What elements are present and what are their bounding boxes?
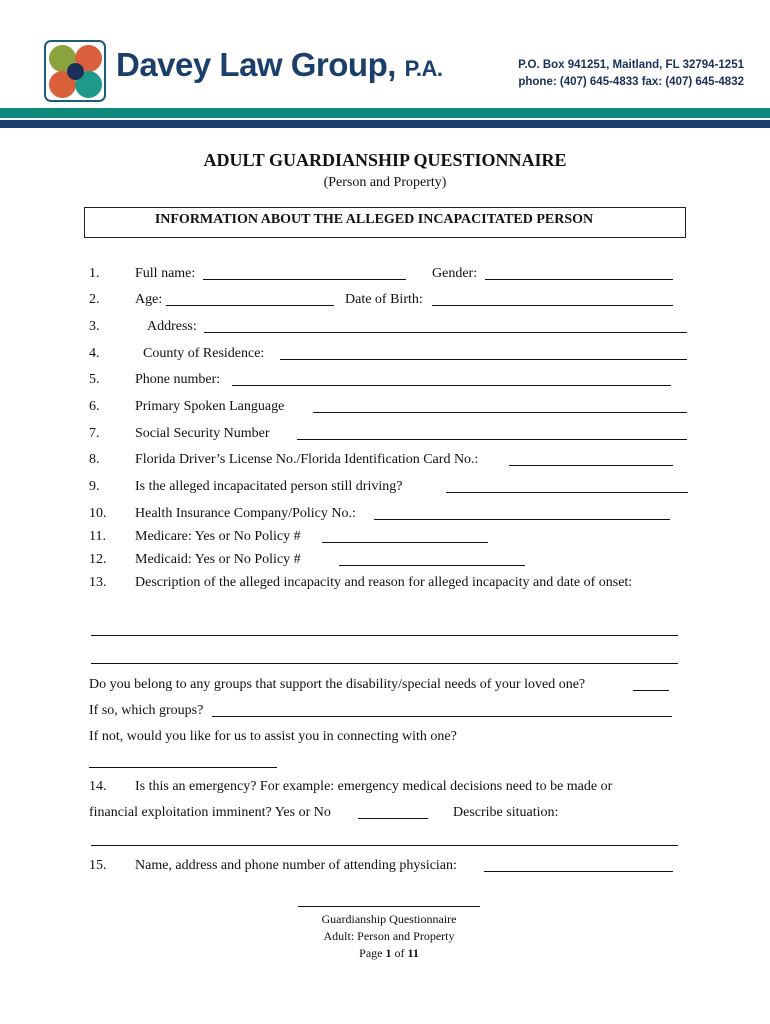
q9-number: 9.	[89, 479, 100, 494]
q11-number: 11.	[89, 529, 106, 544]
q13-number: 13.	[89, 575, 107, 590]
document-subtitle: (Person and Property)	[323, 175, 447, 190]
q1-gender-label: Gender:	[432, 266, 478, 281]
q10-number: 10.	[89, 506, 107, 521]
section-heading-box	[84, 207, 686, 238]
firm-logo	[44, 40, 106, 102]
situation-description-field[interactable]	[91, 832, 678, 846]
q7-number: 7.	[89, 426, 100, 441]
q12-number: 12.	[89, 552, 107, 567]
document-title: ADULT GUARDIANSHIP QUESTIONNAIRE	[203, 150, 567, 170]
gender-field[interactable]	[485, 266, 673, 280]
q14-number: 14.	[89, 779, 107, 794]
which-groups-field[interactable]	[212, 703, 672, 717]
q14-line2: financial exploitation imminent? Yes or No	[89, 805, 331, 820]
q10-label: Health Insurance Company/Policy No.:	[135, 506, 356, 521]
address-field[interactable]	[204, 319, 687, 333]
date-of-birth-field[interactable]	[432, 292, 673, 306]
page-of: of	[391, 946, 408, 960]
firm-contact	[518, 57, 744, 91]
driving-field[interactable]	[446, 479, 688, 493]
q8-number: 8.	[89, 452, 100, 467]
q14-label: Is this an emergency? For example: emergency medical decisions need to be made or	[135, 779, 613, 794]
firm-name-suffix: P.A.	[404, 56, 443, 81]
q9-label: Is the alleged incapacitated person still driving?	[135, 479, 403, 494]
ssn-field[interactable]	[297, 426, 687, 440]
header-band-teal	[0, 108, 770, 118]
support-groups-answer[interactable]	[633, 677, 669, 691]
footer-rule	[298, 906, 480, 907]
support-groups-question: Do you belong to any groups that support the disability/special needs of your loved one?	[89, 677, 586, 692]
page-footer	[0, 911, 770, 962]
q11-label: Medicare: Yes or No Policy #	[135, 529, 301, 544]
q5-label: Phone number:	[135, 372, 221, 387]
page-total: 11	[407, 946, 419, 960]
footer-line-2: Adult: Person and Property	[323, 929, 455, 943]
page-current: 1	[385, 946, 392, 960]
physician-field[interactable]	[484, 858, 673, 872]
assist-question: If not, would you like for us to assist you in connecting with one?	[89, 729, 457, 744]
q13-label: Description of the alleged incapacity and reason for alleged incapacity and date of onset:	[135, 575, 633, 590]
q4-number: 4.	[89, 346, 100, 361]
q6-label: Primary Spoken Language	[135, 399, 285, 414]
header-band-blue	[0, 120, 770, 128]
q1-number: 1.	[89, 266, 100, 281]
phone-field[interactable]	[232, 372, 671, 386]
medicare-policy-field[interactable]	[322, 529, 488, 543]
q5-number: 5.	[89, 372, 100, 387]
age-field[interactable]	[166, 292, 334, 306]
q15-number: 15.	[89, 858, 107, 873]
drivers-license-field[interactable]	[509, 452, 673, 466]
q6-number: 6.	[89, 399, 100, 414]
q3-number: 3.	[89, 319, 100, 334]
which-groups-label: If so, which groups?	[89, 703, 204, 718]
insurance-field[interactable]	[374, 506, 670, 520]
emergency-yes-no-field[interactable]	[358, 805, 428, 819]
q8-label: Florida Driver’s License No./Florida Identification Card No.:	[135, 452, 479, 467]
firm-address: P.O. Box 941251, Maitland, FL 32794-1251	[518, 59, 744, 71]
section-heading: INFORMATION ABOUT THE ALLEGED INCAPACITATED PERSON	[154, 212, 594, 227]
incapacity-description-line-2[interactable]	[91, 650, 678, 664]
q12-label: Medicaid: Yes or No Policy #	[135, 552, 301, 567]
page-prefix: Page	[359, 946, 386, 960]
medicaid-policy-field[interactable]	[339, 552, 525, 566]
firm-name-text: Davey Law Group,	[116, 46, 396, 83]
incapacity-description-line-1[interactable]	[91, 622, 678, 636]
page-number	[8, 945, 770, 962]
describe-situation-label: Describe situation:	[453, 805, 559, 820]
q2-dob-label: Date of Birth:	[345, 292, 423, 307]
firm-name	[116, 46, 443, 84]
q7-label: Social Security Number	[135, 426, 270, 441]
logo-center-dot	[67, 63, 84, 80]
footer-line-1: Guardianship Questionnaire	[321, 912, 457, 926]
full-name-field[interactable]	[203, 266, 406, 280]
q2-label: Age:	[135, 292, 163, 307]
q2-number: 2.	[89, 292, 100, 307]
q3-label: Address:	[147, 319, 197, 334]
assist-answer-field[interactable]	[89, 754, 277, 768]
q15-label: Name, address and phone number of attending physician:	[135, 858, 457, 873]
q4-label: County of Residence:	[143, 346, 265, 361]
language-field[interactable]	[313, 399, 687, 413]
q1-label: Full name:	[135, 266, 196, 281]
firm-phone-fax: phone: (407) 645-4833 fax: (407) 645-4832	[518, 76, 744, 88]
county-field[interactable]	[280, 346, 687, 360]
